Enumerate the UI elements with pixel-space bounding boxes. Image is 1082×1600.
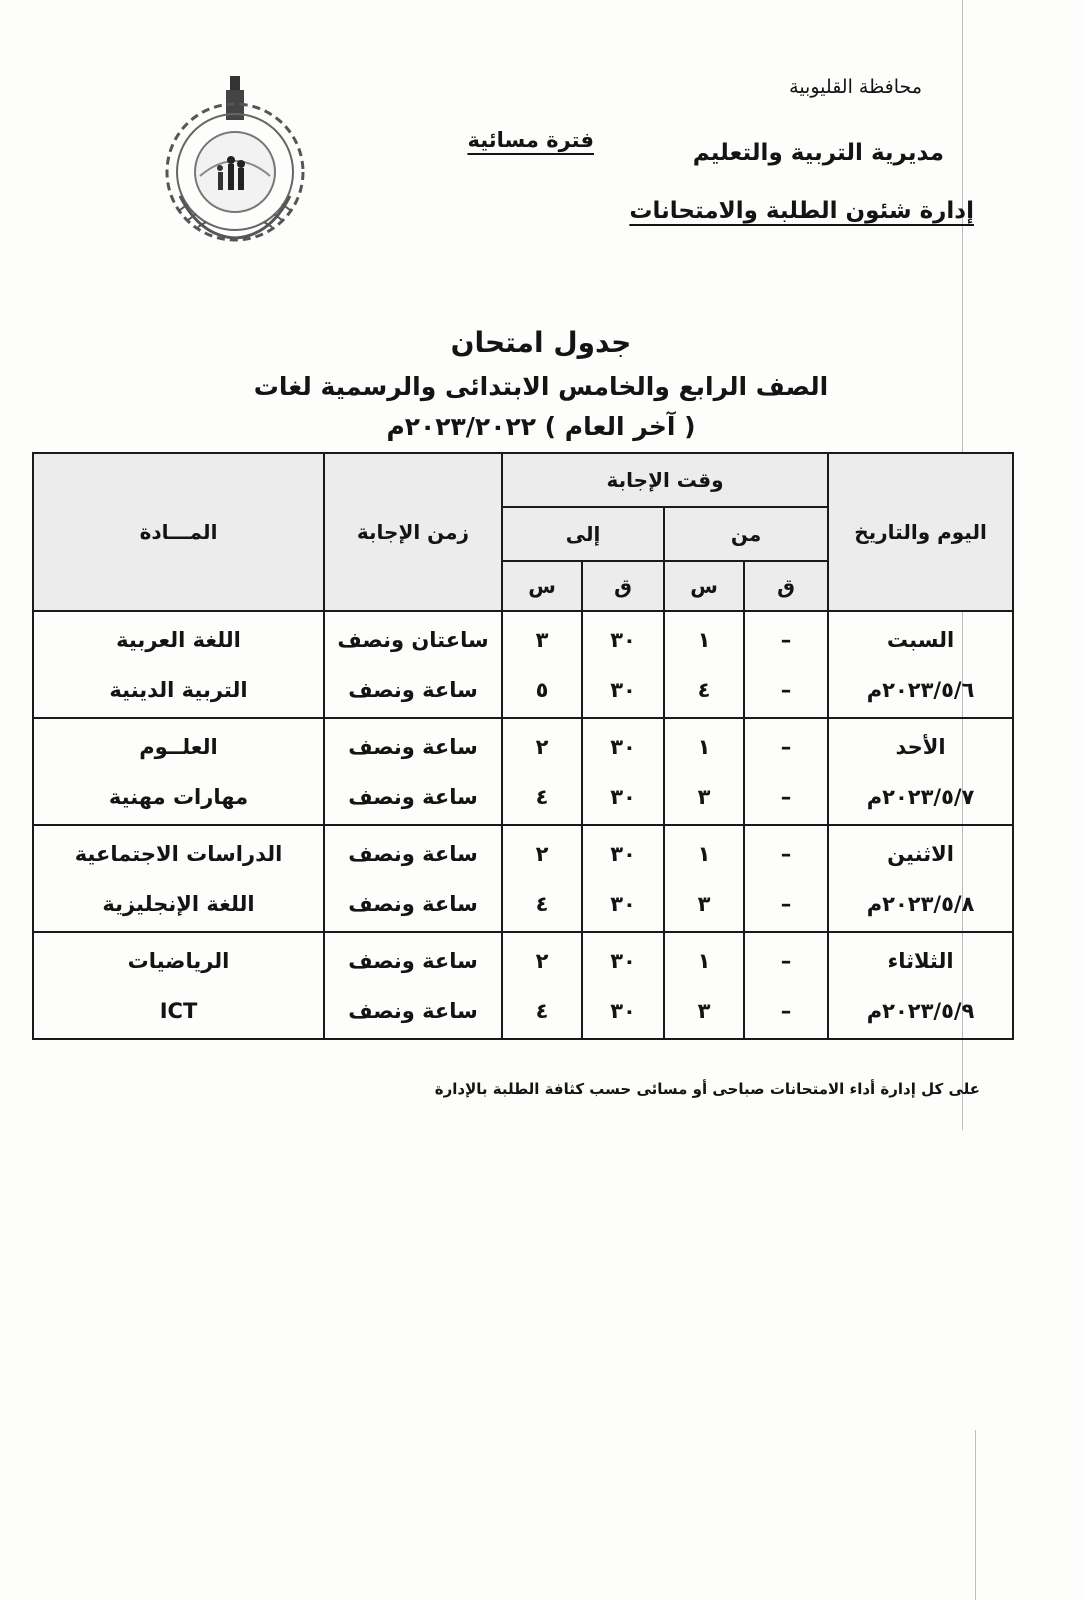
from-hour: ٣ bbox=[697, 784, 711, 809]
to-hour: ٣ bbox=[535, 627, 549, 652]
to-minute: ٣٠ bbox=[610, 627, 636, 652]
from-hour-header: س bbox=[664, 561, 744, 611]
exam-duration: ساعة ونصف bbox=[348, 948, 478, 973]
from-minute: – bbox=[780, 734, 792, 759]
from-minute-header: ق bbox=[744, 561, 828, 611]
exam-date: ٢٠٢٣/٥/٨م bbox=[866, 891, 975, 916]
day-date-header: اليوم والتاريخ bbox=[828, 453, 1013, 611]
to-minute: ٣٠ bbox=[610, 948, 636, 973]
exam-duration: ساعة ونصف bbox=[348, 998, 478, 1023]
to-hour: ٤ bbox=[535, 891, 549, 916]
day-name: السبت bbox=[886, 627, 955, 652]
directorate-label: مديرية التربية والتعليم bbox=[692, 140, 944, 166]
table-row bbox=[33, 611, 1013, 718]
period-label: فترة مسائية bbox=[467, 128, 594, 152]
from-hour: ١ bbox=[697, 627, 711, 652]
exam-duration: ساعة ونصف bbox=[348, 784, 478, 809]
to-hour: ٤ bbox=[535, 998, 549, 1023]
exam-subject: اللغة الإنجليزية bbox=[102, 891, 255, 916]
answer-time-header: وقت الإجابة bbox=[502, 453, 828, 507]
duration-header: زمن الإجابة bbox=[324, 453, 502, 611]
to-minute-header: ق bbox=[582, 561, 664, 611]
to-header: إلى bbox=[502, 507, 664, 561]
department-label: إدارة شئون الطلبة والامتحانات bbox=[629, 198, 974, 224]
from-minute: – bbox=[780, 948, 792, 973]
from-minute: – bbox=[780, 677, 792, 702]
table-row bbox=[33, 718, 1013, 825]
table-row bbox=[33, 825, 1013, 932]
from-hour: ١ bbox=[697, 841, 711, 866]
exam-duration: ساعة ونصف bbox=[348, 677, 478, 702]
from-minute: – bbox=[780, 998, 792, 1023]
to-hour: ٢ bbox=[535, 948, 549, 973]
to-minute: ٣٠ bbox=[610, 841, 636, 866]
exam-duration: ساعة ونصف bbox=[348, 734, 478, 759]
from-hour: ١ bbox=[697, 948, 711, 973]
exam-duration: ساعتان ونصف bbox=[337, 627, 489, 652]
to-hour: ٢ bbox=[535, 734, 549, 759]
exam-subject: الدراسات الاجتماعية bbox=[74, 841, 283, 866]
exam-subject: الرياضيات bbox=[127, 948, 230, 973]
table-row bbox=[33, 932, 1013, 1039]
from-header: من bbox=[664, 507, 828, 561]
exam-subject: التربية الدينية bbox=[109, 677, 248, 702]
exam-date: ٢٠٢٣/٥/٦م bbox=[866, 677, 975, 702]
day-name: الأحد bbox=[895, 734, 946, 759]
exam-subject: ICT bbox=[159, 998, 198, 1023]
from-hour: ٤ bbox=[697, 677, 711, 702]
page-title: جدول امتحان bbox=[450, 326, 632, 359]
from-minute: – bbox=[780, 784, 792, 809]
exam-subject: مهارات مهنية bbox=[108, 784, 249, 809]
page-subtitle: الصف الرابع والخامس الابتدائى والرسمية لغات bbox=[253, 372, 829, 401]
exam-duration: ساعة ونصف bbox=[348, 841, 478, 866]
day-name: الاثنين bbox=[887, 841, 954, 866]
to-minute: ٣٠ bbox=[610, 998, 636, 1023]
subject-header: المـــادة bbox=[33, 453, 324, 611]
exam-subject: العلــوم bbox=[139, 734, 218, 759]
from-minute: – bbox=[780, 891, 792, 916]
from-hour: ١ bbox=[697, 734, 711, 759]
from-minute: – bbox=[780, 627, 792, 652]
from-hour: ٣ bbox=[697, 891, 711, 916]
governorate-label: محافظة القليوبية bbox=[789, 76, 922, 98]
to-hour: ٤ bbox=[535, 784, 549, 809]
day-name: الثلاثاء bbox=[887, 948, 954, 973]
to-hour: ٥ bbox=[535, 677, 549, 702]
exam-schedule-table bbox=[32, 452, 1014, 1040]
school-year: ( آخر العام ) ٢٠٢٣/٢٠٢٢م bbox=[386, 412, 696, 441]
to-minute: ٣٠ bbox=[610, 734, 636, 759]
scan-line bbox=[975, 1430, 976, 1600]
exam-date: ٢٠٢٣/٥/٧م bbox=[866, 784, 975, 809]
exam-subject: اللغة العربية bbox=[116, 627, 241, 652]
footer-note: على كل إدارة أداء الامتحانات صباحى أو مسائى حسب كثافة الطلبة بالإدارة bbox=[434, 1080, 980, 1098]
to-minute: ٣٠ bbox=[610, 677, 636, 702]
exam-date: ٢٠٢٣/٥/٩م bbox=[866, 998, 975, 1023]
directorate-seal-icon bbox=[160, 76, 310, 244]
exam-duration: ساعة ونصف bbox=[348, 891, 478, 916]
from-minute: – bbox=[780, 841, 792, 866]
from-hour: ٣ bbox=[697, 998, 711, 1023]
to-minute: ٣٠ bbox=[610, 784, 636, 809]
to-hour: ٢ bbox=[535, 841, 549, 866]
to-hour-header: س bbox=[502, 561, 582, 611]
to-minute: ٣٠ bbox=[610, 891, 636, 916]
